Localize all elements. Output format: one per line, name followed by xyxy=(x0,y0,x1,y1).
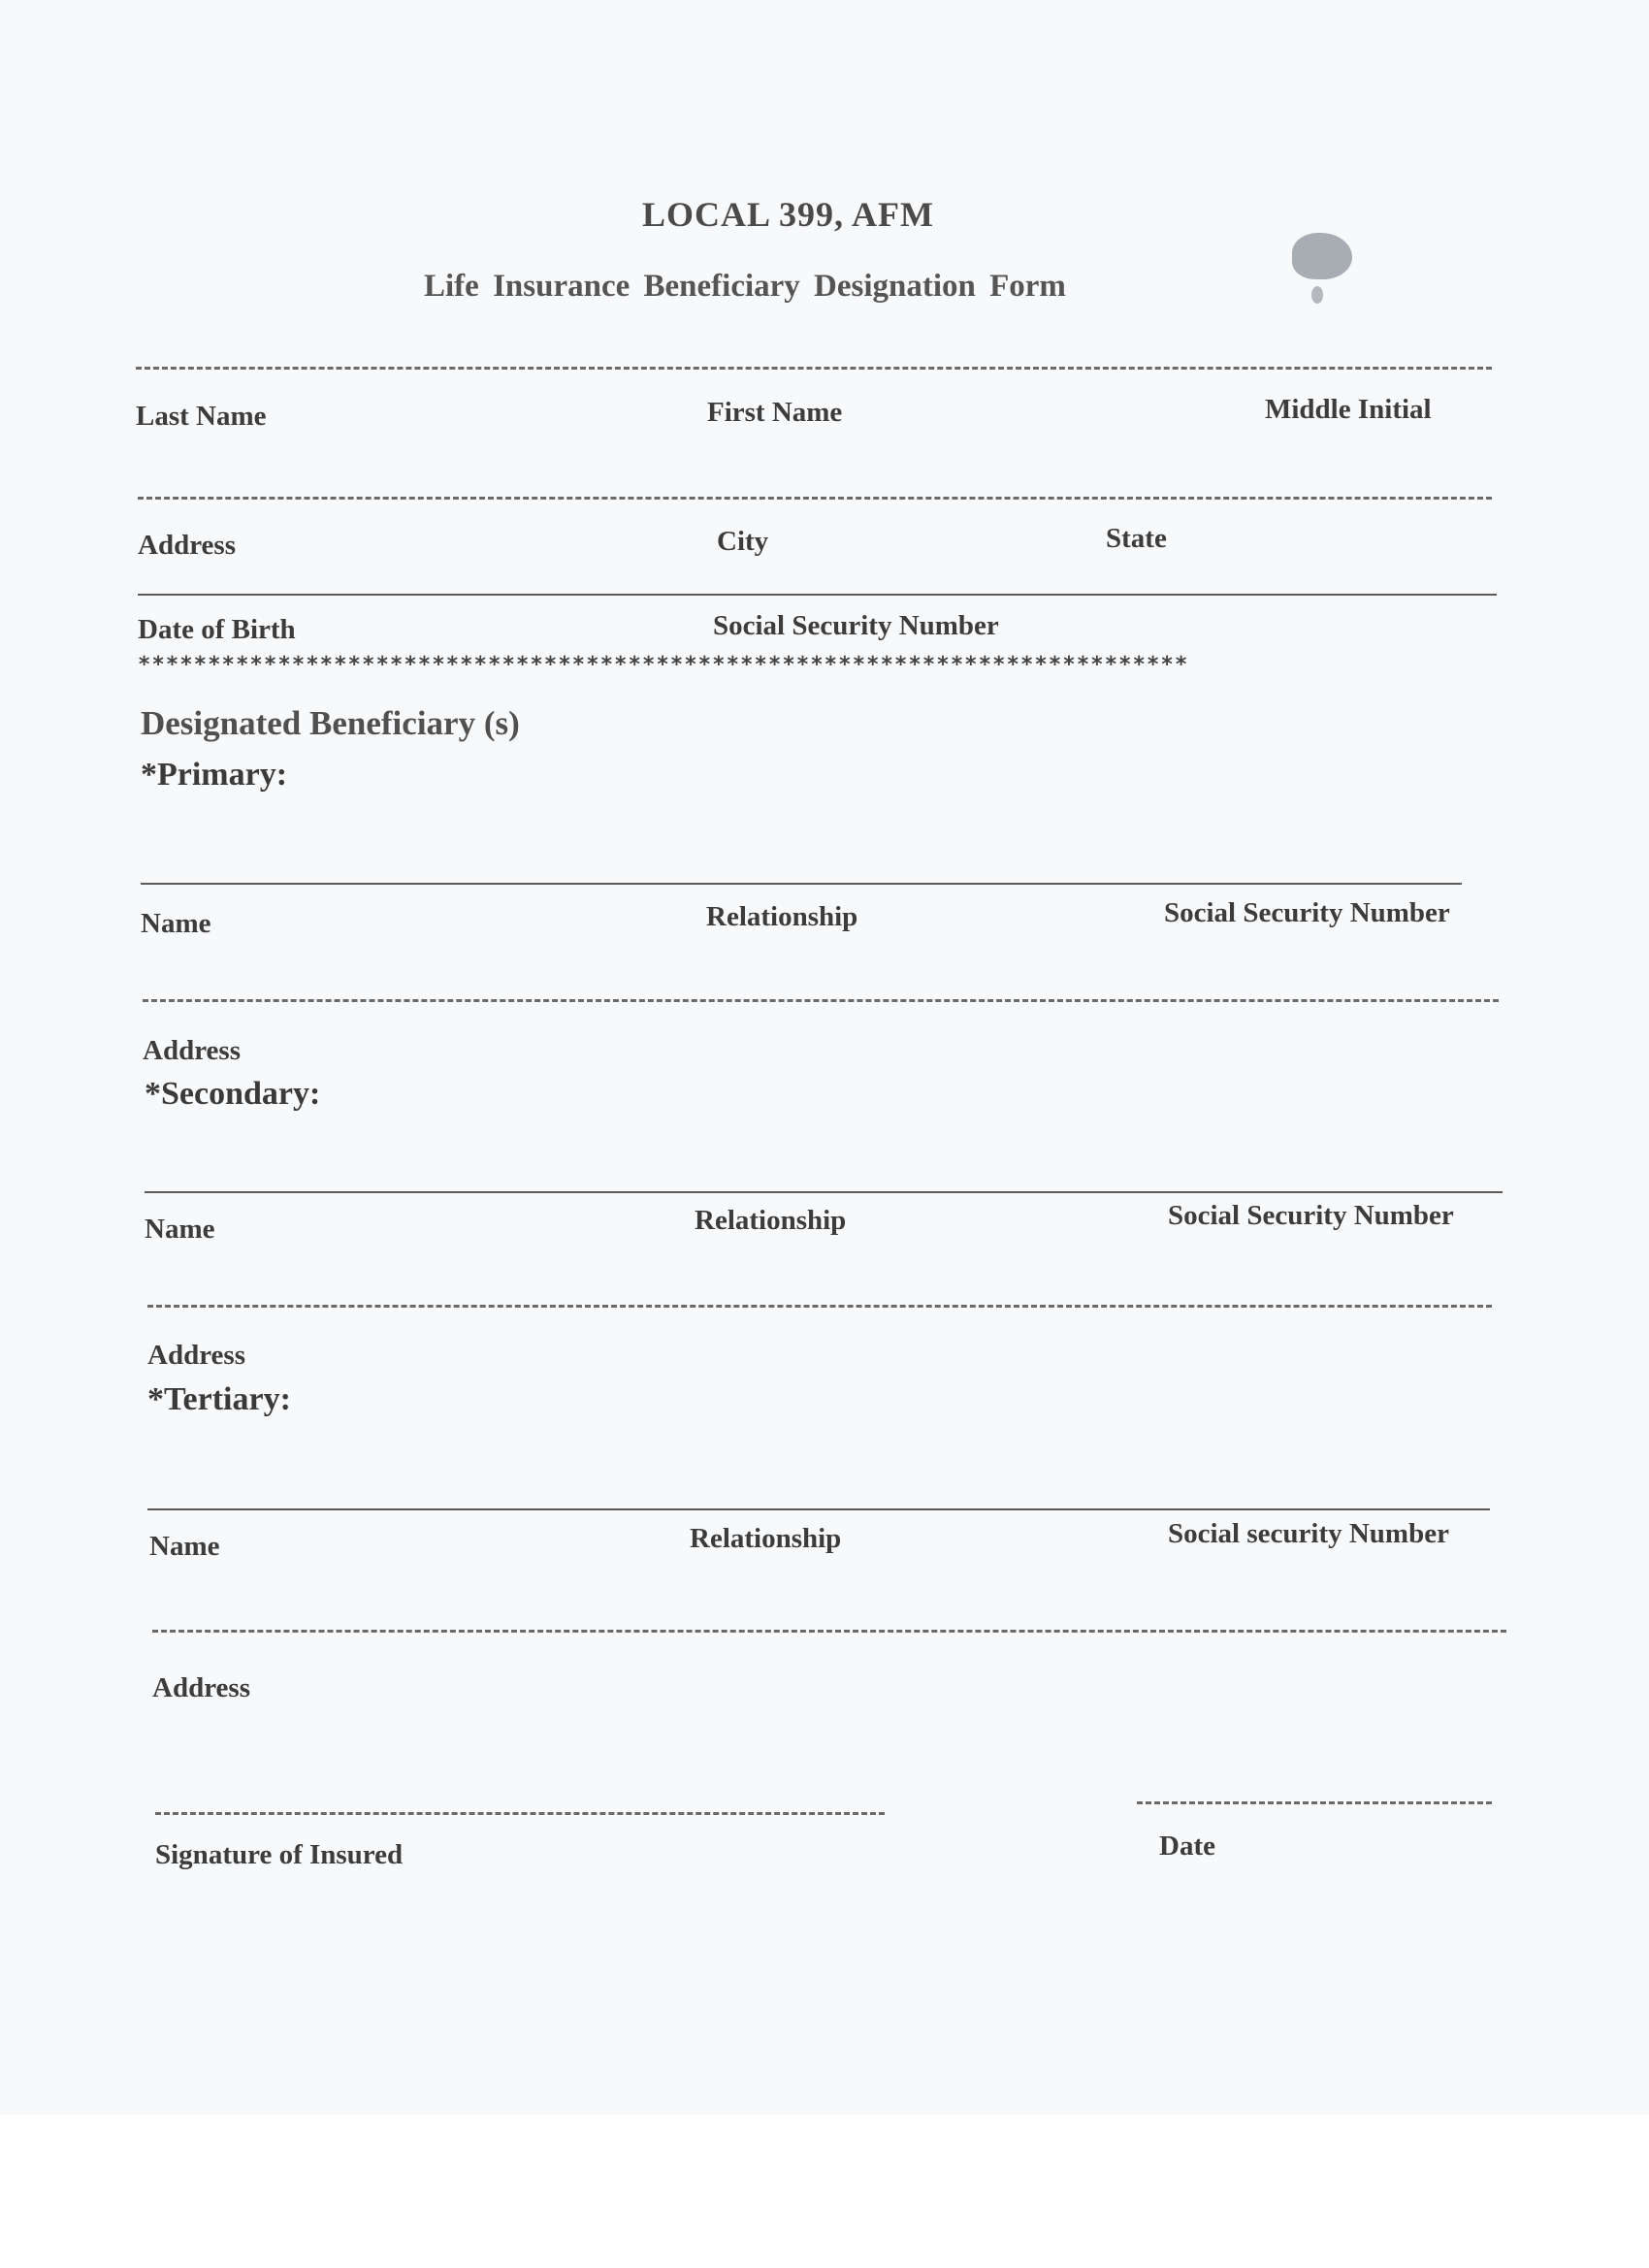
secondary-label: *Secondary: xyxy=(145,1076,321,1112)
signature-label: Signature of Insured xyxy=(155,1839,404,1870)
tertiary-address-line[interactable] xyxy=(152,1630,1506,1633)
tertiary-name-label: Name xyxy=(149,1531,220,1562)
primary-label: *Primary: xyxy=(141,757,288,793)
primary-address-label: Address xyxy=(143,1035,241,1066)
tertiary-relationship-label: Relationship xyxy=(690,1523,842,1554)
name-line[interactable] xyxy=(136,367,1492,370)
secondary-address-label: Address xyxy=(147,1340,245,1371)
secondary-ssn-label: Social Security Number xyxy=(1168,1200,1454,1231)
tertiary-ssn-label: Social security Number xyxy=(1168,1518,1449,1549)
first-name-label: First Name xyxy=(707,397,843,428)
tertiary-address-label: Address xyxy=(152,1672,250,1703)
form-title: LOCAL 399, AFM xyxy=(642,195,935,234)
secondary-relationship-label: Relationship xyxy=(695,1205,847,1236)
form-subtitle: Life Insurance Beneficiary Designation Form xyxy=(424,269,1066,304)
date-label: Date xyxy=(1159,1831,1215,1862)
secondary-name-line[interactable] xyxy=(145,1191,1503,1193)
ink-smudge xyxy=(1292,233,1352,279)
dob-ssn-line[interactable] xyxy=(138,594,1497,596)
primary-address-line[interactable] xyxy=(143,999,1499,1002)
tertiary-name-line[interactable] xyxy=(147,1508,1490,1510)
primary-name-line[interactable] xyxy=(141,883,1462,885)
date-line[interactable] xyxy=(1137,1801,1492,1804)
ink-smudge-drip xyxy=(1311,286,1323,304)
ssn-label: Social Security Number xyxy=(713,610,999,641)
address-label: Address xyxy=(138,530,236,561)
middle-initial-label: Middle Initial xyxy=(1265,394,1432,425)
beneficiaries-heading: Designated Beneficiary (s) xyxy=(141,704,520,742)
primary-ssn-label: Social Security Number xyxy=(1164,897,1450,928)
city-label: City xyxy=(717,526,769,557)
primary-name-label: Name xyxy=(141,908,211,939)
signature-line[interactable] xyxy=(155,1812,885,1815)
secondary-name-label: Name xyxy=(145,1214,215,1245)
date-of-birth-label: Date of Birth xyxy=(138,614,296,645)
address-line[interactable] xyxy=(138,497,1492,500)
primary-relationship-label: Relationship xyxy=(706,901,858,932)
last-name-label: Last Name xyxy=(136,401,267,432)
secondary-address-line[interactable] xyxy=(147,1305,1492,1308)
state-label: State xyxy=(1106,523,1167,554)
tertiary-label: *Tertiary: xyxy=(147,1381,291,1417)
star-separator: *************************************************************************** xyxy=(138,653,1189,677)
